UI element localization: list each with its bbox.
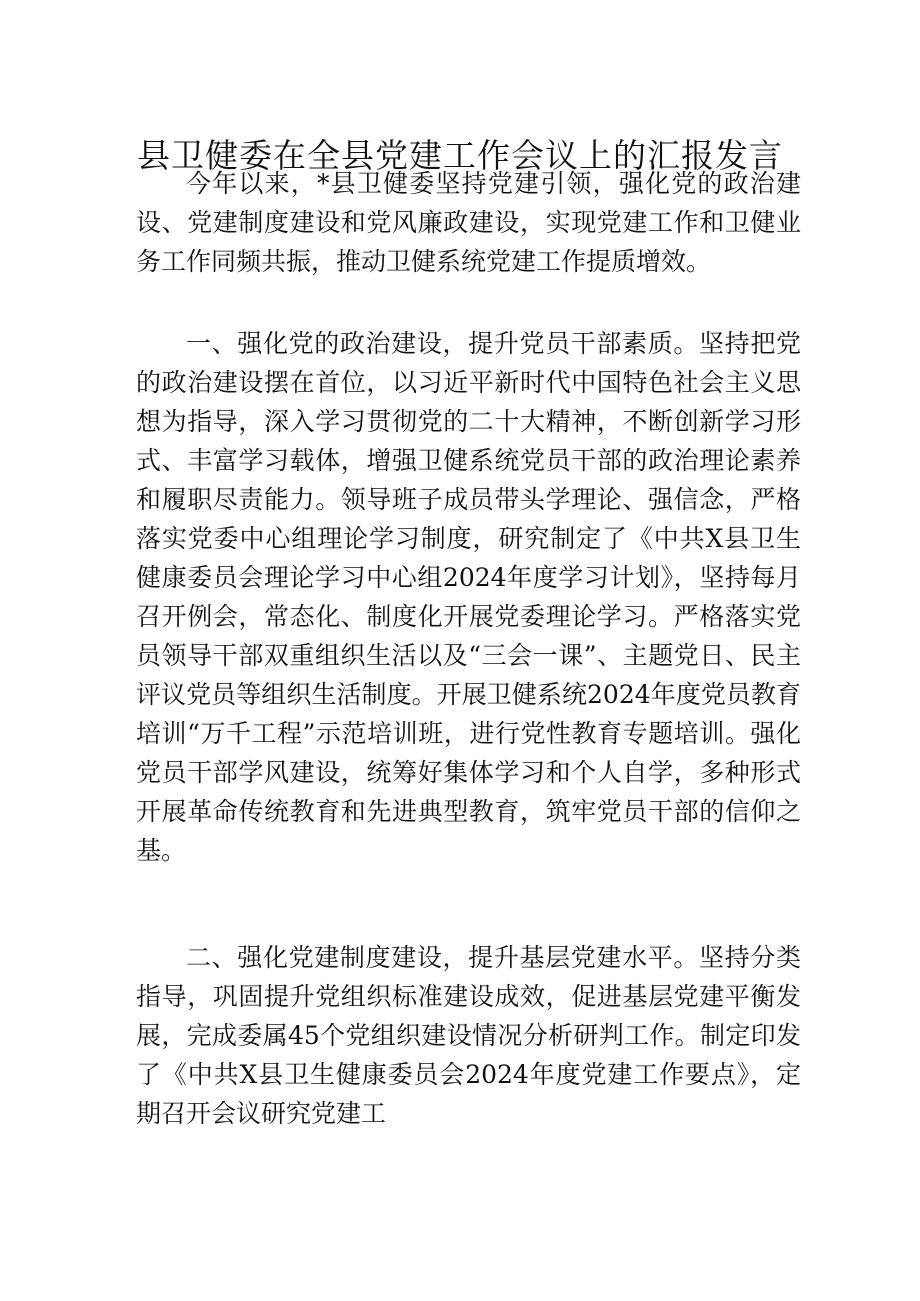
paragraph-section-two: 二、强化党建制度建设，提升基层党建水平。坚持分类指导，巩固提升党组织标准建设成效，促进基层党建平衡发展，完成委属45个党组织建设情况分析研判工作。制定印发了《中共X县卫生健康委员会2024年度党建工作要点》，定期召开会议研究党建工 xyxy=(136,943,801,1128)
paragraph-section-one: 一、强化党的政治建设，提升党员干部素质。坚持把党的政治建设摆在首位，以习近平新时代中国特色社会主义思想为指导，深入学习贯彻党的二十大精神，不断创新学习形式、丰富学习载体，增强卫健系统党员干部的政治理论素养和履职尽责能力。领导班子成员带头学理论、强信念，严格落实党委中心组理论学习制度，研究制定了《中共X县卫生健康委员会理论学习中心组2024年度学习计划》，坚持每月召开例会，常态化、制度化开展党委理论学习。严格落实党员领导干部双重组织生活以及“三会一课”、主题党日、民主评议党员等组织生活制度。开展卫健系统2024年度党员教育培训“万千工程”示范培训班，进行党性教育专题培训。强化党员干部学风建设，统筹好集体学习和个人自学，多种形式开展革命传统教育和先进典型教育，筑牢党员干部的信仰之基。 xyxy=(136,329,801,865)
paragraph-intro: 今年以来，*县卫健委坚持党建引领，强化党的政治建设、党建制度建设和党风廉政建设，实现党建工作和卫健业务工作同频共振，推动卫健系统党建工作提质增效。 xyxy=(136,169,801,276)
document-title: 县卫健委在全县党建工作会议上的汇报发言 xyxy=(137,136,783,175)
